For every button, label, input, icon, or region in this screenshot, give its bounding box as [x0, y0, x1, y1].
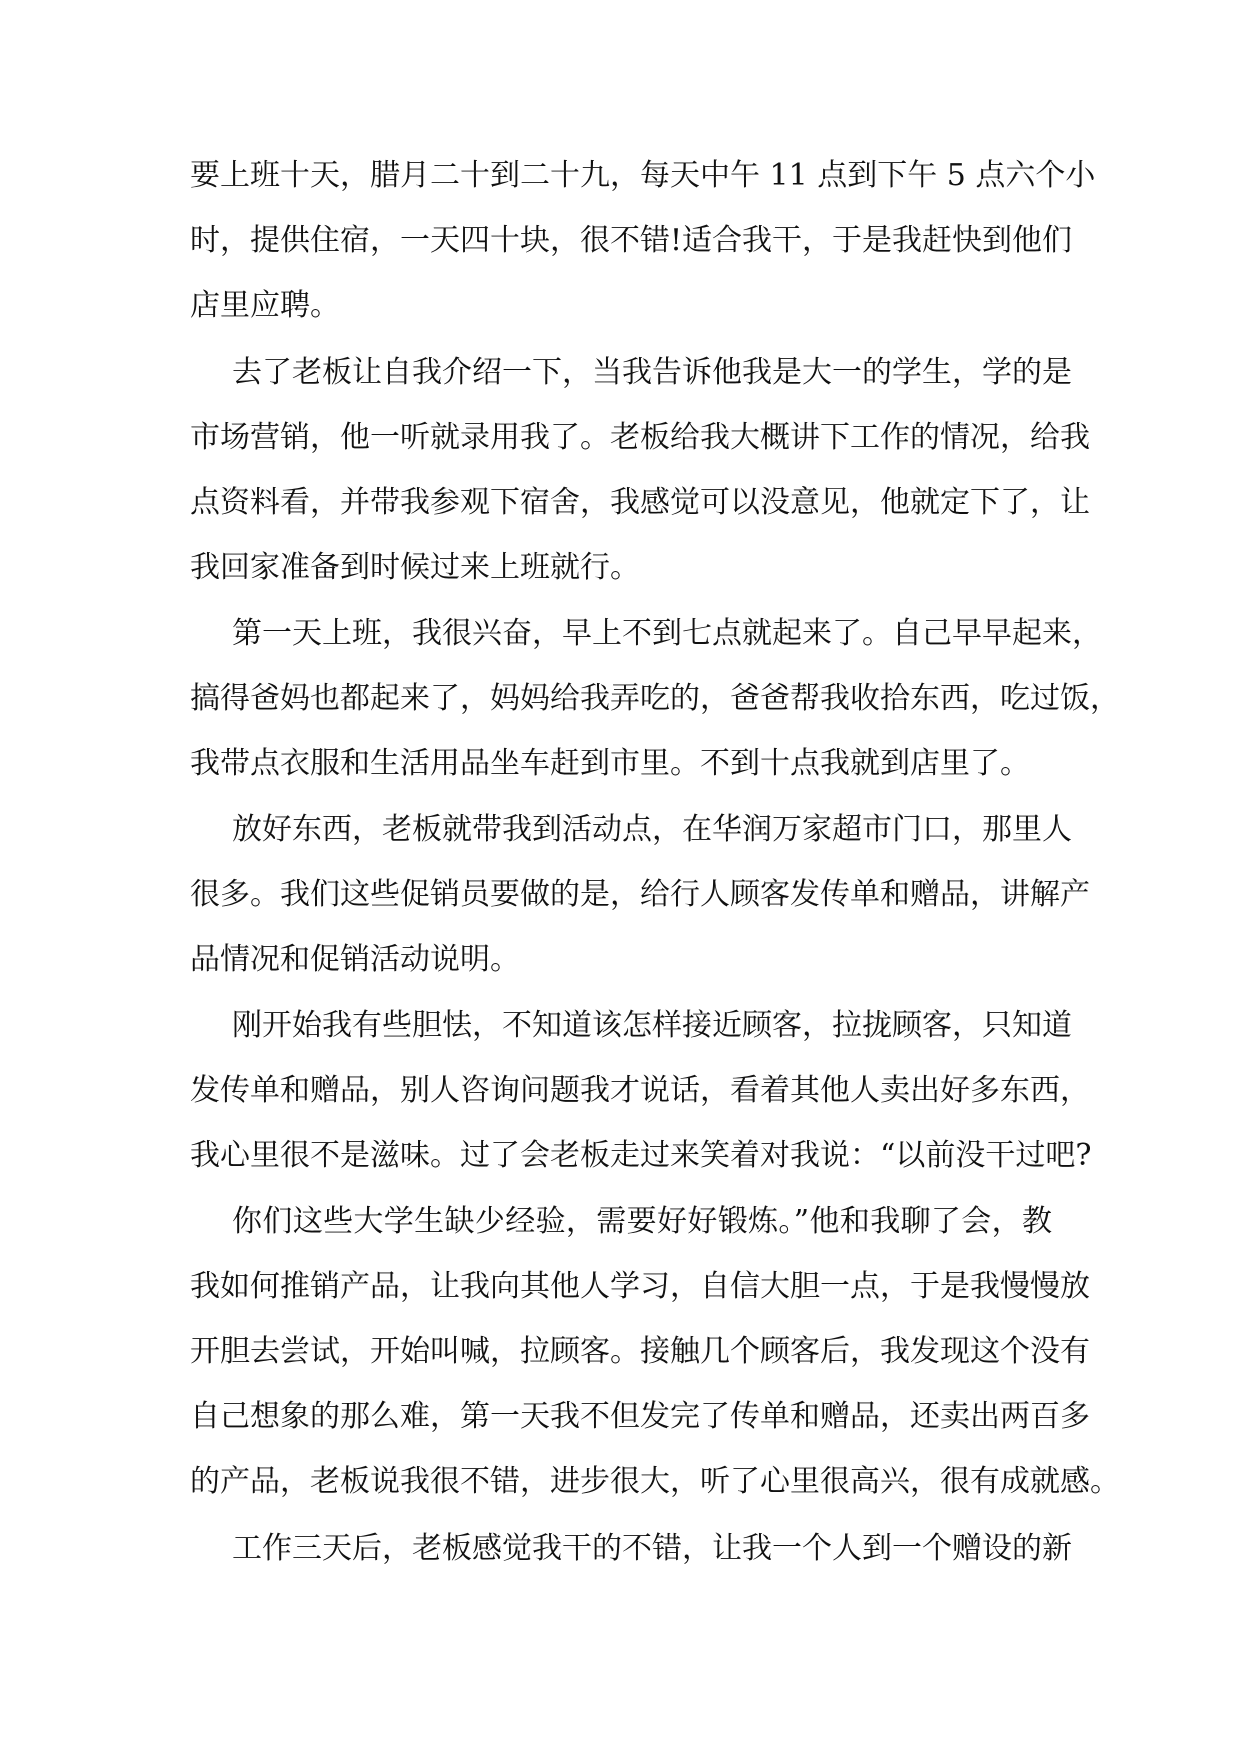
text-line: 去了老板让自我介绍一下，当我告诉他我是大一的学生，学的是 — [232, 355, 1072, 390]
text-line: 我带点衣服和生活用品坐车赶到市里。不到十点我就到店里了。 — [190, 746, 1030, 781]
text-line: 时，提供住宿，一天四十块，很不错!适合我干，于是我赶快到他们 — [190, 223, 1073, 258]
text-line: 要上班十天，腊月二十到二十九，每天中午 11 点到下午 5 点六个小 — [190, 158, 1096, 193]
text-line: 的产品，老板说我很不错，进步很大，听了心里很高兴，很有成就感。 — [190, 1464, 1120, 1499]
text-line: 开胆去尝试，开始叫喊，拉顾客。接触几个顾客后，我发现这个没有 — [190, 1334, 1090, 1369]
text-line: 发传单和赠品，别人咨询问题我才说话，看着其他人卖出好多东西， — [190, 1073, 1090, 1108]
text-line: 我回家准备到时候过来上班就行。 — [190, 550, 640, 585]
text-line: 刚开始我有些胆怯，不知道该怎样接近顾客，拉拢顾客，只知道 — [232, 1008, 1072, 1043]
text-line: 市场营销，他一听就录用我了。老板给我大概讲下工作的情况，给我 — [190, 420, 1090, 455]
text-line: 品情况和促销活动说明。 — [190, 942, 520, 977]
text-line: 很多。我们这些促销员要做的是，给行人顾客发传单和赠品，讲解产 — [190, 877, 1090, 912]
text-line: 我心里很不是滋味。过了会老板走过来笑着对我说：“以前没干过吧? — [190, 1138, 1092, 1173]
text-line: 工作三天后，老板感觉我干的不错，让我一个人到一个赠设的新 — [232, 1531, 1072, 1566]
text-line: 你们这些大学生缺少经验，需要好好锻炼。”他和我聊了会，教 — [232, 1204, 1052, 1239]
text-line: 自己想象的那么难，第一天我不但发完了传单和赠品，还卖出两百多 — [190, 1399, 1090, 1434]
text-line: 放好东西，老板就带我到活动点，在华润万家超市门口，那里人 — [232, 812, 1072, 847]
text-line: 点资料看，并带我参观下宿舍，我感觉可以没意见，他就定下了，让 — [190, 485, 1090, 520]
text-line: 店里应聘。 — [190, 288, 340, 323]
text-line: 我如何推销产品，让我向其他人学习，自信大胆一点，于是我慢慢放 — [190, 1269, 1090, 1304]
text-line: 第一天上班，我很兴奋，早上不到七点就起来了。自己早早起来， — [232, 616, 1102, 651]
text-line: 搞得爸妈也都起来了，妈妈给我弄吃的，爸爸帮我收拾东西，吃过饭， — [190, 681, 1120, 716]
